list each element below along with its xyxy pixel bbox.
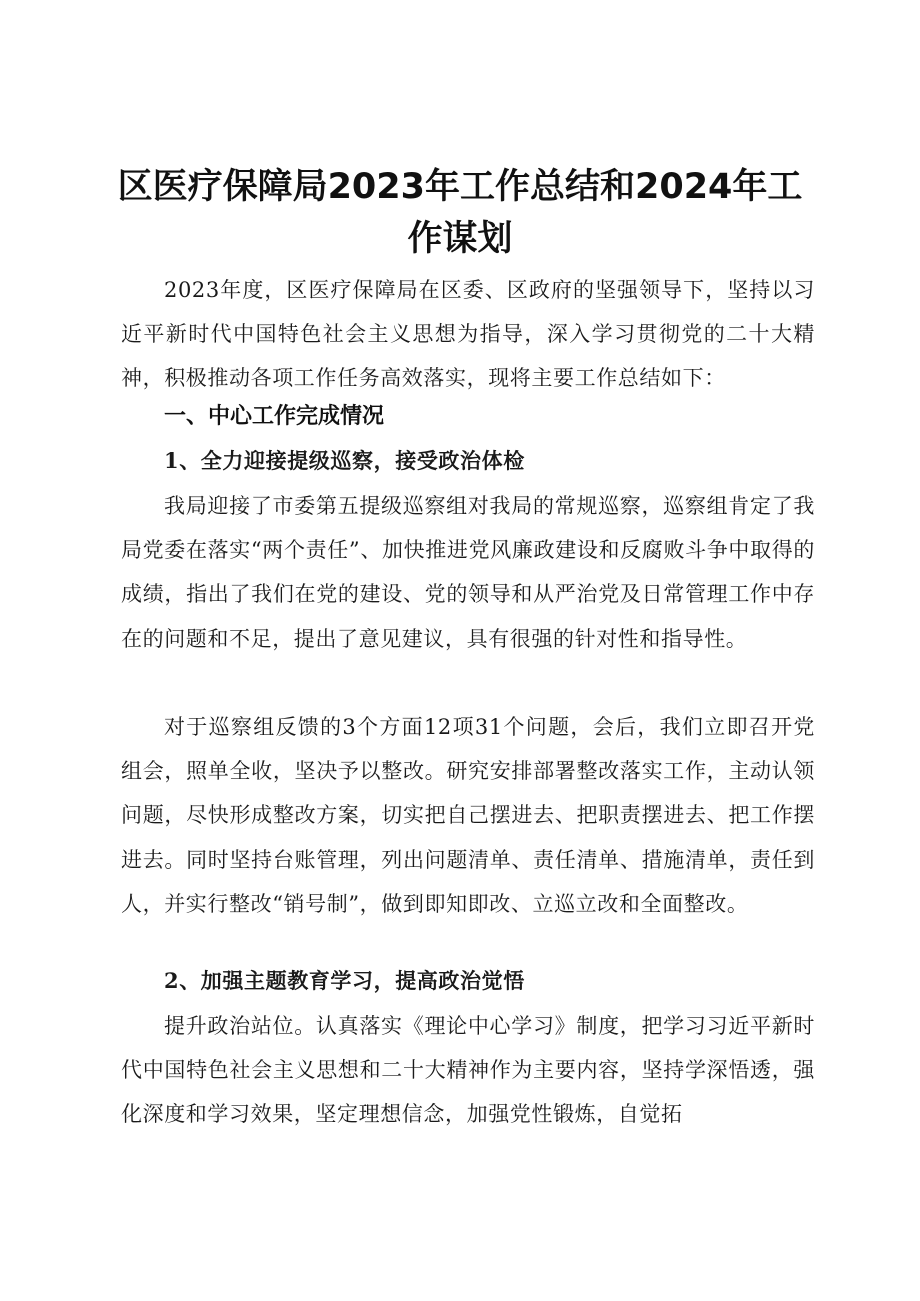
item1-paragraph-1: 我局迎接了市委第五提级巡察组对我局的常规巡察，巡察组肯定了我局党委在落实“两个责任”、加快推进党风廉政建设和反腐败斗争中取得的成绩，指出了我们在党的建设、党的领导和从严治党及日常管理工作中存在的问题和不足，提出了意见建议，具有很强的针对性和指导性。 — [121, 494, 815, 651]
intro-paragraph: 2023年度，区医疗保障局在区委、区政府的坚强领导下，坚持以习近平新时代中国特色社会主义思想为指导，深入学习贯彻党的二十大精神，积极推动各项工作任务高效落实，现将主要工作总结如下： — [121, 278, 815, 391]
document-title-line-2: 作谋划 — [407, 219, 513, 259]
item1-paragraph-2: 对于巡察组反馈的3个方面12项31个问题，会后，我们立即召开党组会，照单全收，坚决予以整改。研究安排部署整改落实工作，主动认领问题，尽快形成整改方案，切实把自己摆进去、把职责摆进去、把工作摆进去。同时坚持台账管理，列出问题清单、责任清单、措施清单，责任到人，并实行整改“销号制”，做到即知即改、立巡立改和全面整改。 — [121, 715, 815, 916]
item-heading-1: 1、全力迎接提级巡察，接受政治体检 — [164, 448, 525, 473]
section-heading-1: 一、中心工作完成情况 — [164, 404, 385, 429]
document-title-line-1: 区医疗保障局2023年工作总结和2024年工 — [117, 167, 803, 207]
item-heading-2: 2、加强主题教育学习，提高政治觉悟 — [164, 968, 525, 993]
item2-paragraph-1: 提升政治站位。认真落实《理论中心学习》制度，把学习习近平新时代中国特色社会主义思想和二十大精神作为主要内容，坚持学深悟透，强化深度和学习效果，坚定理想信念，加强党性锻炼，自觉拓 — [121, 1014, 815, 1127]
